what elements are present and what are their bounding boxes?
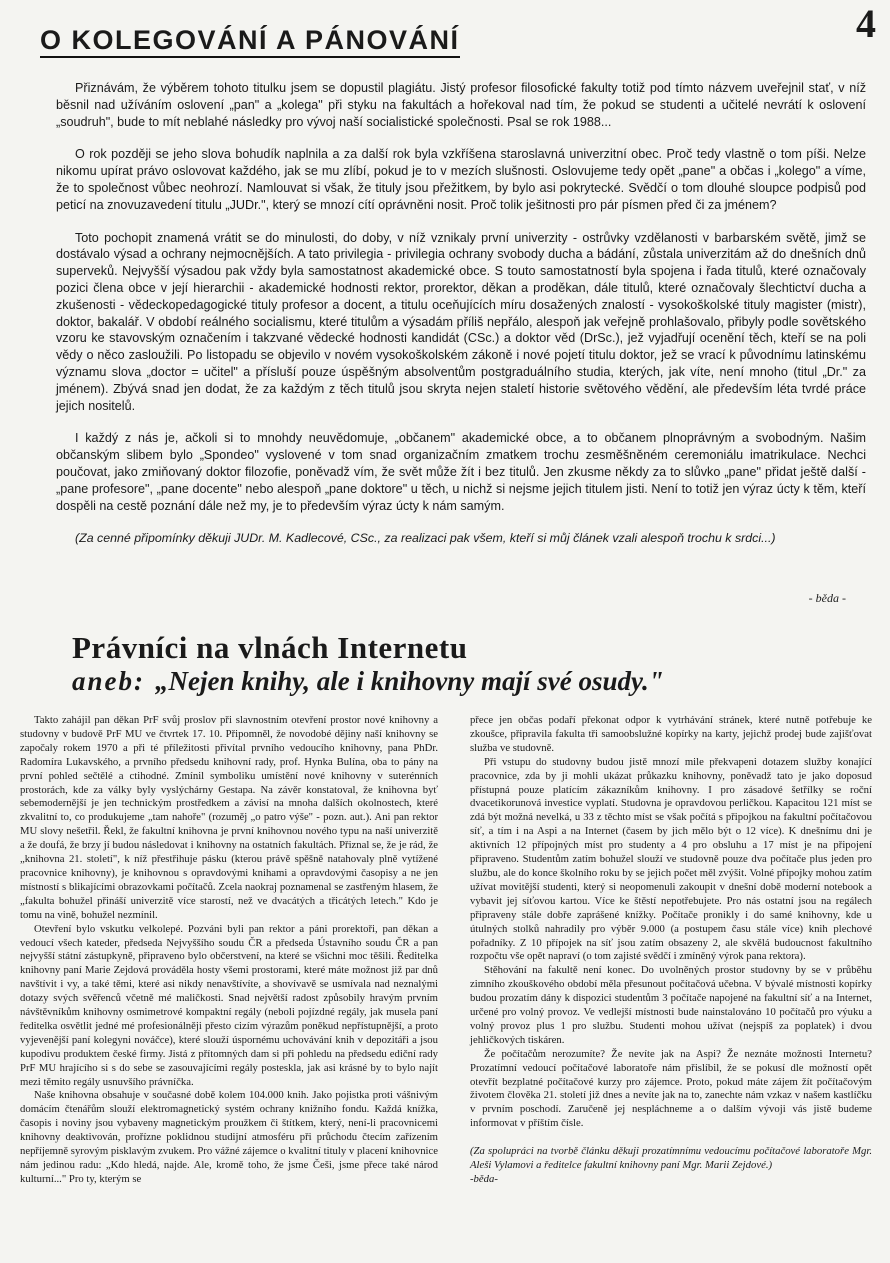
article2-left-column (20, 714, 438, 1187)
article2-paragraph: Naše knihovna obsahuje v současné době kolem 104.000 knih. Jako pojistka proti vášnivým domácím čtenářům slouží elektromagnetický systém ochrany knižního fondu. Každá knížka, časopis i noviny jsou vybaveny magnetickým proužkem či štítkem, který, není-li pracovnicemi knihovny deaktivován, proříznе poklidnou studijní atmosféru při průchodu čtecím zařízením nepříjemně syrovým pisklavým zvukem. Pro vážné zájemce o kvalitní tituly v placení knihovnice nám jedinou radu: „Kdo hledá, najde. Ale, kromě toho, že jsme Češi, jsme přece také národ kulturní..." Pro ty, kterým se (20, 1089, 438, 1185)
article2-right-column (470, 714, 872, 1187)
article2-paragraph: přece jen občas podaří překonat odpor k vytrhávání stránek, které nutně potřebuje ke zkoušce, připravila fakulta tři samoobslužné kopírky na karty, jejichž prodej bude zajišťovat služba ve studovně. (470, 714, 872, 754)
article1-paragraph: Toto pochopit znamená vrátit se do minulosti, do doby, v níž vznikaly první univerzity - ostrůvky vzdělanosti v barbarském světě, jimž se dostávalo výsad a ochrany nejmocnějších. A tato privilegia - privilegia ochrany svobody ducha a bádání, zůstala univerzitám až do dnešních dnů superveků. Nejvyšší výsadou pak vždy byla samostatnost akademické obce. S touto samostatností byla spojena i řada titulů, které označovaly pozici člena obce v její hierarchii - akademické hodnosti rektor, prorektor, děkan a proděkan, dále titulů, které označovaly šlechtictví ducha a zkušenosti - vědeckopedagogické tituly profesor a docent, a titulu oceňujících míru dosažených znalostí - vysokoškolské tituly magister (mistr), doktor, bakalář. V období reálného socialismu, které titulům a výsadám příliš nepřálo, alespoň jak veřejně prohlašovalo, přibyly podle sovětského vzoru ke stavovským označením i takzvané vědecké hodnosti kandidát (CSc.) a doktor věd (DrSc.), jež vyjadřují ocenění těch, kteří se na poli vědy o něco zasloužili. Po listopadu se objevilo v novém vysokoškolském zákoně i nové pojetí titulu doktor, jež se vrací k původnímu latinskému významu slova „doctor = učitel" a přísluší pouze úspěšným absolventům postgraduálního studia, kterých, jak víte, není mnoho (titul „Dr." za jménem). Zbývá snad jen dodat, že za každým z těch titulů jsou skryta nejen staletí historie světového vědění, ale především léta tvrdé práce jejich nositelů. (56, 230, 866, 413)
article1-title: O KOLEGOVÁNÍ A PÁNOVÁNÍ (40, 24, 460, 58)
article2-subtitle (72, 664, 664, 698)
article2-subtitle-text: „Nejen knihy, ale i knihovny mají své osudy." (155, 666, 664, 696)
article2-paragraph: Že počítačům nerozumíte? Že nevíte jak na Aspi? Že neznáte možnosti Internetu? Prozatímní vedoucí počítačové laboratoře nám přislíbil, že se pokusí dle možností opět otevřít bezplatné počítačové kurzy pro zájemce. Proto, pokud máte zájem žít počítačovým životem člověka 21. století již dnes a nevíte jak na to, zanechte nám vzkaz v našem kastlíčku v prvním poschodí. Zaručeně jej nespláchneme a o dalším vývoji vás jistě budeme informovat v příštím čísle. (470, 1047, 872, 1130)
article2-title: Právníci na vlnách Internetu (72, 630, 468, 665)
article2-paragraph: Takto zahájil pan děkan PrF svůj proslov při slavnostním otevření prostor nové knihovny a studovny v budově PrF MU ve čtvrtek 17. 10. Připomněl, že novodobé dějiny naší knihovny se započaly rokem 1970 a při té příležitosti přivítal prvního vedoucího knihovny, pana PhDr. Radomíra Lukavského, a prvního předsedu knihovní rady, prof. Hynka Bulína, oba to pány na první pohled sečtělé a ctihodné. Zmínil symboliku umístění nové knihovny v suterénních prostorách, kde za války byly vyslýchárny Gestapa. Na závěr konstatoval, že knihovna byť sebemodernější je jen technickým prostředkem a závisí na mnoha dalších okolnostech, které zkvalitní to, co produkujeme „tam nahoře" (rozuměj „o patro výše" - pozn. aut.). Ani pan rektor MU slovy nešetřil. Řekl, že fakultní knihovna je první knihovnou nového typu na naší univerzitě a že doufá, že brzy jí budou následovat i knihovny na ostatních fakultách. Přiznal se, že je rád, že „knihovna 21. století", k níž přestřihuje pásku (kterou právě spěšně natahovaly plně vytížené pracovnice knihovny), je knihovnou s opravdovými knihami a opravdovými časopisy a ne jen místností s blikajícími obrazovkami počítačů. Zcela naokraj poznamenal se zastřeným hlasem, že „fakulta bohužel přináší univerzitě více starostí, než ve dvacátých a třicátých letech." Kdo je tomu na vině, bohužel nezmínil. (20, 714, 438, 921)
article1-body (56, 80, 866, 562)
article1-signature: - běda - (808, 591, 846, 605)
article2-signature: -běda- (470, 1173, 498, 1185)
article1-paragraph: Přiznávám, že výběrem tohoto titulku jsem se dopustil plagiátu. Jistý profesor filosofické fakulty totiž pod tímto názvem uveřejnil stať, v níž běsnil nad užíváním oslovení „pan" a „kolega" při styku na fakultách a hořekoval nad tím, že pokud se studenti a učitelé nevrátí k oslovení „soudruh", bude to mít neblahé následky pro vývoj naší socialistické společnosti. Psal se rok 1988... (56, 81, 866, 129)
article2-acknowledgement: (Za spolupráci na tvorbě článku děkuji prozatímnímu vedoucímu počítačové laboratoře Mgr. Aleši Vylamovi a ředitelce fakultní knihovny paní Mgr. Marii Zejdové.) (470, 1145, 872, 1172)
article2-paragraph: Při vstupu do studovny budou jistě mnozí mile překvapeni dotazem služby konající pracovnice, zda by ji mohli ukázat průkazku knihovny, poněvadž tato je jako doposud přístupná pouze platícím zákazníkům knihovny. I pro zásadové šetřílky se roční dvacetikorunová investice vyplatí. Studovna je opravdovou perličkou. Kapacitou 121 míst se zdá být možná nevelká, u 33 z těchto míst se však počítá s připojkou na fakultní počítačovou síť, a tím i na Aspi a na Internet (časem by jich mělo být o 12 více). K dnešnímu dni je aktivních 12 přípojných míst pro studenty a 4 pro obsluhu a 17 míst je na připojení připraveno. Studentům zatím bohužel slouží ve studovně pouze dva počítače plus jeden pro službu, ale do konce školního roku by se jejich počet měl zvýšit. Volné přípojky mohou zatím užívat movitější studenti, který si neopomenuli zakoupit v dnešní době moderní notebook a vybavit jej síťovou kartou. Více ke štěstí nepotřebujete. Pro nás ostatní jsou na regálech připraveny stále dobře zaprášené knížky. Počítače pronikly i do samé knihovny, kde u útulných stolků nahradily pro výběr 9.000 (a postupem času stále více) knih plechové pořadníky. Z 10 přípojek na síť jsou zatím obsazeny 2, ale skvělá budoucnost fakultního rozpočtu vše opět napraví (o tom zajisté svědčí i zmíněný výrok pana rektora). (470, 755, 872, 963)
article2-paragraph: Stěhování na fakultě není konec. Do uvolněných prostor studovny by se v průběhu zimního zkouškového období měla přesunout počítačová učebna. V bývalé místnosti kopírky budou prozatím dány k dispozici studentům 3 počítače napojené na fakultní síť a na Internet, určené pro volný provoz. Ve vedlejší místnosti bude nainstalováno 10 počítačů pro výuku a volný provoz plus 1 pro službu. Studenti mohou užívat (nejspíš za poplatek) i dvou jehličkových tiskáren. (470, 964, 872, 1046)
article1-paragraph: O rok později se jeho slova bohudík naplnila a za další rok byla vzkříšena staroslavná univerzitní obec. Proč tedy vlastně o tom píši. Nelze nikomu upírat právo oslovovat každého, jak se mu zlíbí, pokud je to v mezích slušnosti. Oslovujeme tedy opět „pane" a občas i „kolego" a víme, že to společnost vůbec neohrozí. Namlouvat si však, že tituly jsou přežitkem, by bylo asi pokrytecké. Svědčí o tom dlouhé sloupce podpisů pod peticí na znovuzavedení titulu „JUDr.", který se mnozí cítí oprávněni nosit. Proč tolik ješitnosti pro pár písmen před či za jménem? (56, 147, 866, 212)
article1-acknowledgement: (Za cenné připomínky děkuji JUDr. M. Kadlecové, CSc., za realizaci pak všem, kteří si můj článek vzali alespoň trochu k srdci...) (75, 531, 776, 546)
page-number: 4 (856, 1, 876, 46)
article1-paragraph: I každý z nás je, ačkoli si to mnohdy neuvědomuje, „občanem" akademické obce, a to občanem plnoprávným a svobodným. Našim občanským slibem bylo „Spondeo" vyslovené v tom snad organizačním zmatkem trochu zesměšněném ceremoniálu imatrikulace. Nechci poučovat, jako zmiňovaný doktor filozofie, poněvadž vím, že svět může žít i bez titulů. Jen zkusme někdy za to slůvko „pane" přidat ještě další - „pane profesore", „pane docente" nebo alespoň „pane doktore" u těch, u nichž si nejsme jejich titulem jisti. Není to totiž jen výraz úcty k těm, kteří dospěli na cestě poznání dále než my, je to především výraz úcty k nám samým. (56, 431, 866, 513)
article2-paragraph: Otevření bylo vskutku velkolepé. Pozváni byli pan rektor a páni prorektoři, pan děkan a vedoucí všech kateder, předseda Nejvyššího soudu ČR a předseda Ústavního soudu ČR a pan nejvyšší státní zástupkyně, připraveno bylo občerstvení, na které se všichni moc těšili. Ředitelka knihovny paní Marie Zejdová prováděla hosty všemi prostorami, které máte možnost již par dnů navštívit i vy, a také těmi, které asi nikdy nenavštívíte, a shovívavě se usmívala nad neznalými dotazy svých svěřenců včetně mé maličkosti. Snad největší radost způsobily hravým prvním návštěvníkům knihovny osmimetrové kompaktní regály (neboli pojízdné regály, jak musela paní ředitelka osvětlit jedné mé profesionálněji přesto cizím výrazům poněkud nepřístupnější, a proto vyjevenější paní kolegyni nováčce), které slouží úspornému uchovávání knih v depozitáři a jsou kupodivu produktem české firmy. Jistá z přítomných dam si při pohledu na předsedu ediční rady PrF MU hrajícího si s do sebe se zasouvajícími regály postesklа, jak asi krásné by to bylo najít mezi těmito regály usnuvšího právníčka. (20, 922, 438, 1088)
article2-subtitle-prefix: aneb: (72, 666, 145, 696)
